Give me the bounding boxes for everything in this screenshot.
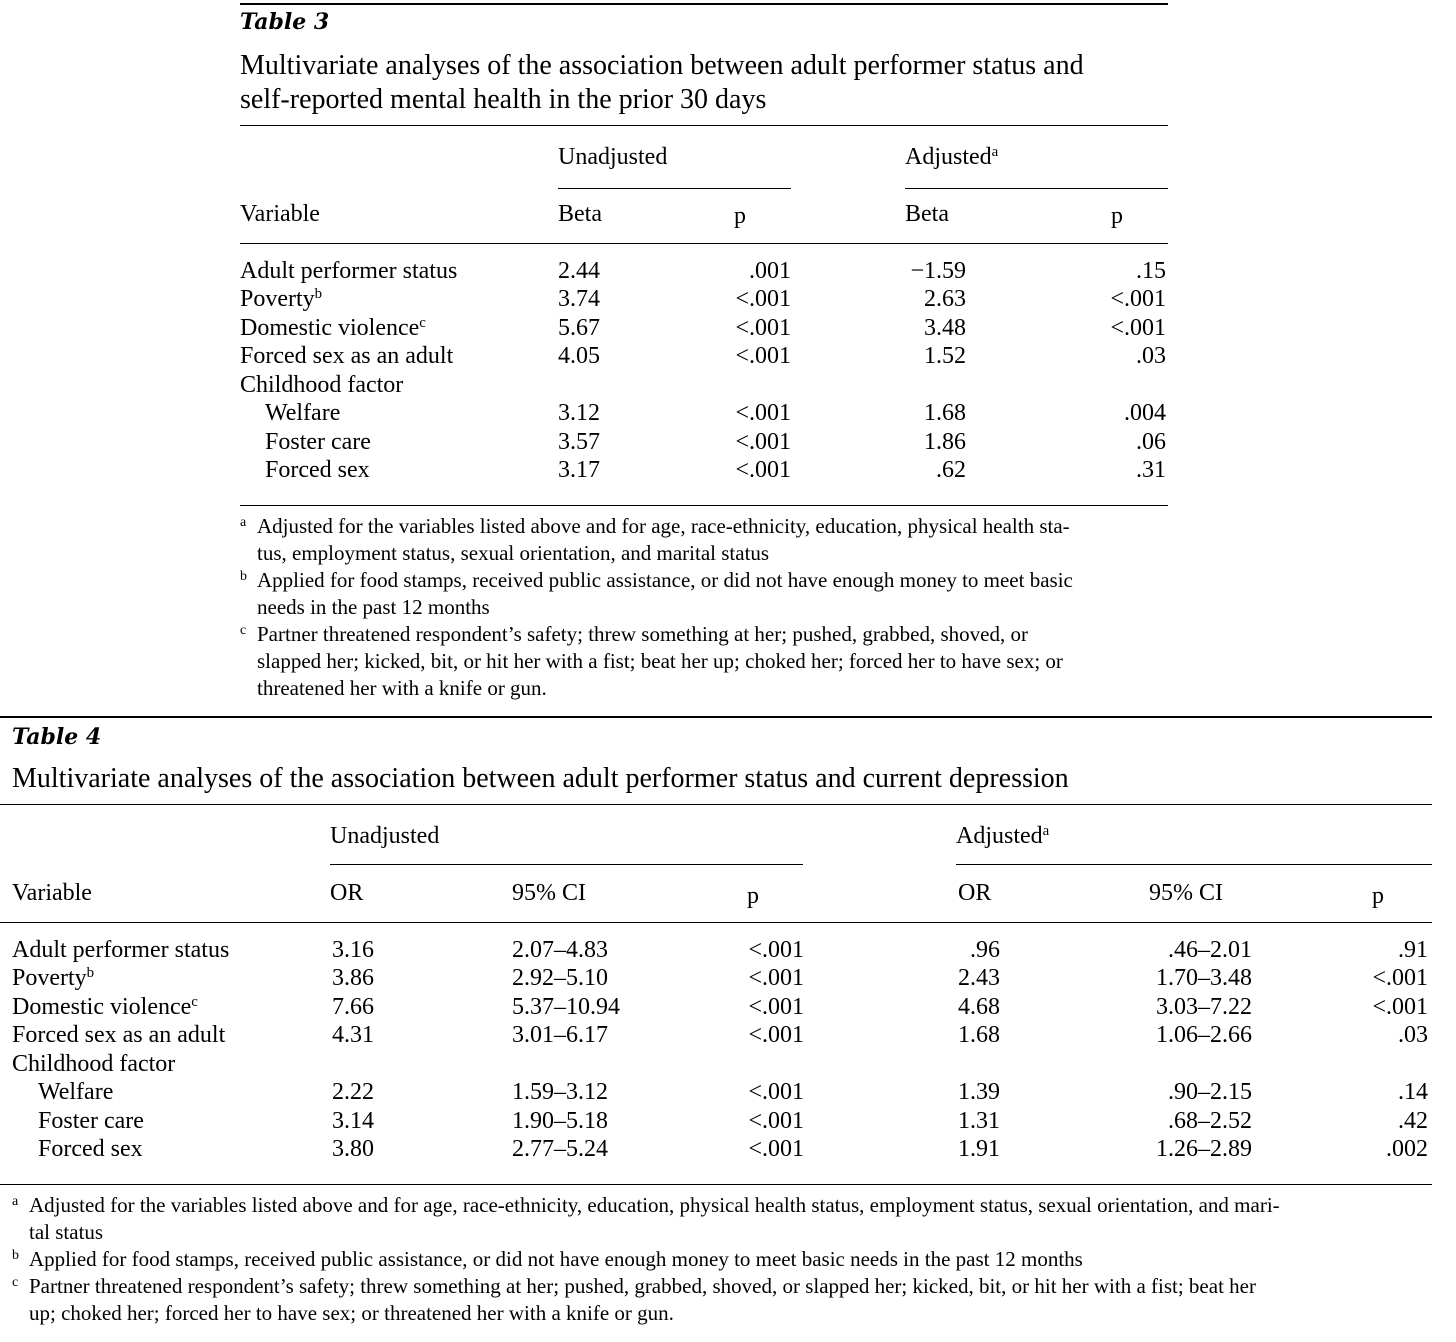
footnote-line: Applied for food stamps, received public assistance, or did not have enough money to meet basic (257, 568, 1073, 592)
footnote-text (29, 1273, 1256, 1327)
table-row (0, 938, 1456, 967)
variable-text: Welfare (38, 1079, 114, 1105)
table-3-col-p-unadjusted: p (734, 203, 746, 229)
cell-beta-unadjusted: 4.05 (558, 343, 600, 369)
variable-text: Foster care (38, 1108, 144, 1134)
footnote-text (257, 621, 1063, 702)
cell-ci-adjusted: .90–2.15 (1168, 1079, 1252, 1105)
table-3-col-beta-unadjusted: Beta (558, 201, 602, 227)
row-variable (38, 1080, 113, 1104)
footnote-line: needs in the past 12 months (257, 595, 490, 619)
cell-p-adjusted: .14 (1398, 1079, 1428, 1105)
table-4-label: Table 4 (12, 724, 102, 750)
table-row-group-header (0, 373, 1456, 402)
variable-text: Adult performer status (240, 258, 458, 284)
variable-text: Poverty (12, 965, 87, 991)
footnote-mark-a: a (1042, 822, 1050, 839)
table-3-col-p-adjusted: p (1111, 203, 1123, 229)
table-4 (0, 712, 1456, 1342)
table-row (0, 287, 1456, 316)
row-variable (12, 938, 229, 962)
cell-ci-unadjusted: 2.07–4.83 (512, 937, 608, 963)
footnote-line: Adjusted for the variables listed above and for age, race-ethnicity, education, physical health status, employment status, sexual orientation, and mari- (29, 1193, 1280, 1217)
table-4-group-unadjusted: Unadjusted (330, 823, 440, 849)
cell-ci-unadjusted: 5.37–10.94 (512, 994, 620, 1020)
row-variable (240, 259, 457, 283)
cell-ci-adjusted: .68–2.52 (1168, 1108, 1252, 1134)
cell-or-adjusted: 1.68 (958, 1022, 1000, 1048)
cell-p-adjusted: .31 (1136, 457, 1166, 483)
cell-beta-adjusted: −1.59 (910, 258, 966, 284)
row-variable (240, 316, 426, 340)
row-variable (240, 373, 403, 397)
variable-text: Forced sex as an adult (12, 1022, 226, 1048)
variable-text: Adult performer status (12, 937, 230, 963)
table-3-group-unadjusted: Unadjusted (558, 144, 668, 170)
table-3-group-adjusted-text: Adjusted (905, 144, 992, 170)
cell-beta-unadjusted: 3.57 (558, 429, 600, 455)
cell-p-unadjusted: <.001 (748, 965, 804, 991)
table-row (0, 430, 1456, 459)
footnote-line: tus, employment status, sexual orientation, and marital status (257, 541, 770, 565)
table-4-top-rule (0, 716, 1432, 718)
cell-p-adjusted: <.001 (1372, 965, 1428, 991)
variable-text: Domestic violence (12, 994, 192, 1020)
cell-p-adjusted: .15 (1136, 258, 1166, 284)
table-4-col-or-unadjusted: OR (330, 880, 364, 906)
cell-p-unadjusted: <.001 (748, 1108, 804, 1134)
cell-p-adjusted: .004 (1124, 400, 1166, 426)
cell-p-unadjusted: <.001 (735, 315, 791, 341)
cell-beta-unadjusted: 2.44 (558, 258, 600, 284)
cell-ci-adjusted: 3.03–7.22 (1156, 994, 1252, 1020)
cell-or-adjusted: 1.31 (958, 1108, 1000, 1134)
variable-text: Foster care (265, 429, 371, 455)
cell-ci-unadjusted: 1.90–5.18 (512, 1108, 608, 1134)
row-variable (240, 287, 322, 311)
footnote-mark: b (240, 569, 247, 584)
table-row (0, 259, 1456, 288)
table-3-bottom-rule (240, 505, 1168, 506)
cell-or-adjusted: 1.39 (958, 1079, 1000, 1105)
table-row (0, 344, 1456, 373)
footnote-mark: c (12, 1275, 19, 1290)
footnote-text (257, 567, 1073, 621)
cell-or-adjusted: 1.91 (958, 1136, 1000, 1162)
cell-p-unadjusted: <.001 (748, 1079, 804, 1105)
row-variable (265, 458, 370, 482)
footnote-mark: b (12, 1248, 19, 1263)
table-4-group-adjusted-text: Adjusted (956, 823, 1043, 849)
cell-p-adjusted: <.001 (1110, 286, 1166, 312)
cell-p-adjusted: .42 (1398, 1108, 1428, 1134)
variable-text: Forced sex as an adult (240, 343, 454, 369)
row-variable (240, 344, 453, 368)
variable-text: Childhood factor (12, 1051, 176, 1077)
cell-ci-adjusted: .46–2.01 (1168, 937, 1252, 963)
cell-beta-adjusted: 1.52 (924, 343, 966, 369)
cell-p-unadjusted: <.001 (735, 400, 791, 426)
variable-text: Forced sex (265, 457, 370, 483)
table-3-caption-line-1: Multivariate analyses of the association between adult performer status and (240, 50, 1084, 81)
cell-or-unadjusted: 2.22 (332, 1079, 374, 1105)
cell-or-adjusted: .96 (970, 937, 1000, 963)
cell-p-adjusted: .002 (1386, 1136, 1428, 1162)
table-4-col-p-adjusted: p (1372, 883, 1384, 909)
variable-text: Welfare (265, 400, 341, 426)
cell-or-unadjusted: 3.16 (332, 937, 374, 963)
table-4-group-adjusted (956, 824, 1049, 848)
cell-beta-adjusted: 2.63 (924, 286, 966, 312)
cell-beta-adjusted: .62 (936, 457, 966, 483)
table-4-bottom-rule (0, 1184, 1432, 1185)
cell-beta-adjusted: 1.68 (924, 400, 966, 426)
table-4-footnote-b (12, 1246, 1083, 1273)
table-4-caption-rule (0, 804, 1432, 805)
table-4-footnote-a (12, 1192, 1280, 1246)
table-4-col-p-unadjusted: p (747, 883, 759, 909)
footnote-mark-b: b (314, 285, 323, 302)
cell-beta-adjusted: 1.86 (924, 429, 966, 455)
cell-p-unadjusted: <.001 (748, 937, 804, 963)
cell-ci-unadjusted: 1.59–3.12 (512, 1079, 608, 1105)
cell-p-adjusted: .91 (1398, 937, 1428, 963)
table-row (0, 966, 1456, 995)
footnote-mark-b: b (86, 964, 95, 981)
footnote-text (29, 1246, 1083, 1273)
variable-text: Forced sex (38, 1136, 143, 1162)
table-3-adjusted-rule (905, 188, 1168, 189)
table-3-label: Table 3 (240, 9, 330, 35)
table-row (0, 1023, 1456, 1052)
table-3-footnote-b (240, 567, 1073, 621)
footnote-text (29, 1192, 1280, 1246)
table-4-adjusted-rule (956, 864, 1432, 865)
table-row (0, 1109, 1456, 1138)
table-3-footnote-a (240, 513, 1070, 567)
cell-or-unadjusted: 7.66 (332, 994, 374, 1020)
footnote-line: threatened her with a knife or gun. (257, 676, 547, 700)
table-3-caption-line-2: self-reported mental health in the prior 30 days (240, 84, 767, 115)
table-row (0, 995, 1456, 1024)
row-variable (12, 966, 94, 990)
table-3-top-rule (240, 3, 1168, 5)
cell-p-adjusted: <.001 (1110, 315, 1166, 341)
table-4-unadjusted-rule (330, 864, 803, 865)
variable-text: Poverty (240, 286, 315, 312)
table-row (0, 316, 1456, 345)
footnote-mark-a: a (991, 143, 999, 160)
table-3-caption-rule (240, 125, 1168, 126)
cell-p-adjusted: .03 (1398, 1022, 1428, 1048)
table-4-footnote-c (12, 1273, 1256, 1327)
cell-p-unadjusted: <.001 (748, 1136, 804, 1162)
table-3-col-variable: Variable (240, 201, 320, 227)
table-3-footnote-c (240, 621, 1063, 702)
footnote-line: tal status (29, 1220, 104, 1244)
table-3-unadjusted-rule (558, 188, 791, 189)
footnote-line: Adjusted for the variables listed above and for age, race-ethnicity, education, physical health sta- (257, 514, 1070, 538)
cell-ci-unadjusted: 3.01–6.17 (512, 1022, 608, 1048)
footnote-line: up; choked her; forced her to have sex; or threatened her with a knife or gun. (29, 1301, 674, 1325)
cell-ci-adjusted: 1.26–2.89 (1156, 1136, 1252, 1162)
cell-or-unadjusted: 3.86 (332, 965, 374, 991)
table-row (0, 458, 1456, 487)
cell-p-unadjusted: <.001 (735, 429, 791, 455)
cell-beta-adjusted: 3.48 (924, 315, 966, 341)
cell-p-unadjusted: <.001 (735, 286, 791, 312)
cell-ci-adjusted: 1.70–3.48 (1156, 965, 1252, 991)
table-row (0, 1080, 1456, 1109)
cell-p-unadjusted: <.001 (748, 1022, 804, 1048)
footnote-line: Applied for food stamps, received public assistance, or did not have enough money to meet basic needs in the past 12 months (29, 1247, 1083, 1271)
footnote-mark: c (240, 623, 247, 638)
cell-beta-unadjusted: 3.17 (558, 457, 600, 483)
table-3-header-rule (240, 243, 1168, 244)
cell-p-unadjusted: .001 (749, 258, 791, 284)
footnote-line: Partner threatened respondent’s safety; threw something at her; pushed, grabbed, shoved, or (257, 622, 1028, 646)
table-row-group-header (0, 1052, 1456, 1081)
row-variable (38, 1137, 143, 1161)
footnote-mark: a (12, 1194, 19, 1209)
cell-beta-unadjusted: 3.12 (558, 400, 600, 426)
cell-ci-adjusted: 1.06–2.66 (1156, 1022, 1252, 1048)
cell-p-unadjusted: <.001 (735, 457, 791, 483)
table-4-caption: Multivariate analyses of the association between adult performer status and current depression (12, 763, 1069, 794)
footnote-line: slapped her; kicked, bit, or hit her with a fist; beat her up; choked her; forced her to have sex; or (257, 649, 1063, 673)
footnote-mark: a (240, 515, 247, 530)
row-variable (38, 1109, 144, 1133)
footnote-line: Partner threatened respondent’s safety; threw something at her; pushed, grabbed, shoved, or slapped her; kicked, bit, or hit her with a fist; beat her (29, 1274, 1256, 1298)
table-3-col-beta-adjusted: Beta (905, 201, 949, 227)
variable-text: Childhood factor (240, 372, 404, 398)
cell-or-unadjusted: 3.14 (332, 1108, 374, 1134)
footnote-mark-c: c (419, 314, 426, 331)
cell-p-adjusted: .03 (1136, 343, 1166, 369)
table-3-group-adjusted (905, 145, 998, 169)
table-4-col-or-adjusted: OR (958, 880, 992, 906)
cell-p-unadjusted: <.001 (735, 343, 791, 369)
cell-or-adjusted: 2.43 (958, 965, 1000, 991)
cell-beta-unadjusted: 3.74 (558, 286, 600, 312)
row-variable (12, 1052, 175, 1076)
footnote-mark-c: c (191, 993, 198, 1010)
cell-ci-unadjusted: 2.92–5.10 (512, 965, 608, 991)
row-variable (12, 1023, 225, 1047)
variable-text: Domestic violence (240, 315, 420, 341)
table-4-header-rule (0, 922, 1432, 923)
cell-or-unadjusted: 4.31 (332, 1022, 374, 1048)
cell-ci-unadjusted: 2.77–5.24 (512, 1136, 608, 1162)
cell-p-unadjusted: <.001 (748, 994, 804, 1020)
cell-p-adjusted: <.001 (1372, 994, 1428, 1020)
table-4-col-variable: Variable (12, 880, 92, 906)
cell-or-adjusted: 4.68 (958, 994, 1000, 1020)
cell-p-adjusted: .06 (1136, 429, 1166, 455)
table-row (0, 401, 1456, 430)
row-variable (265, 401, 340, 425)
table-4-col-ci-unadjusted: 95% CI (512, 880, 586, 906)
row-variable (12, 995, 198, 1019)
row-variable (265, 430, 371, 454)
table-4-col-ci-adjusted: 95% CI (1149, 880, 1223, 906)
cell-or-unadjusted: 3.80 (332, 1136, 374, 1162)
cell-beta-unadjusted: 5.67 (558, 315, 600, 341)
table-row (0, 1137, 1456, 1166)
footnote-text (257, 513, 1070, 567)
